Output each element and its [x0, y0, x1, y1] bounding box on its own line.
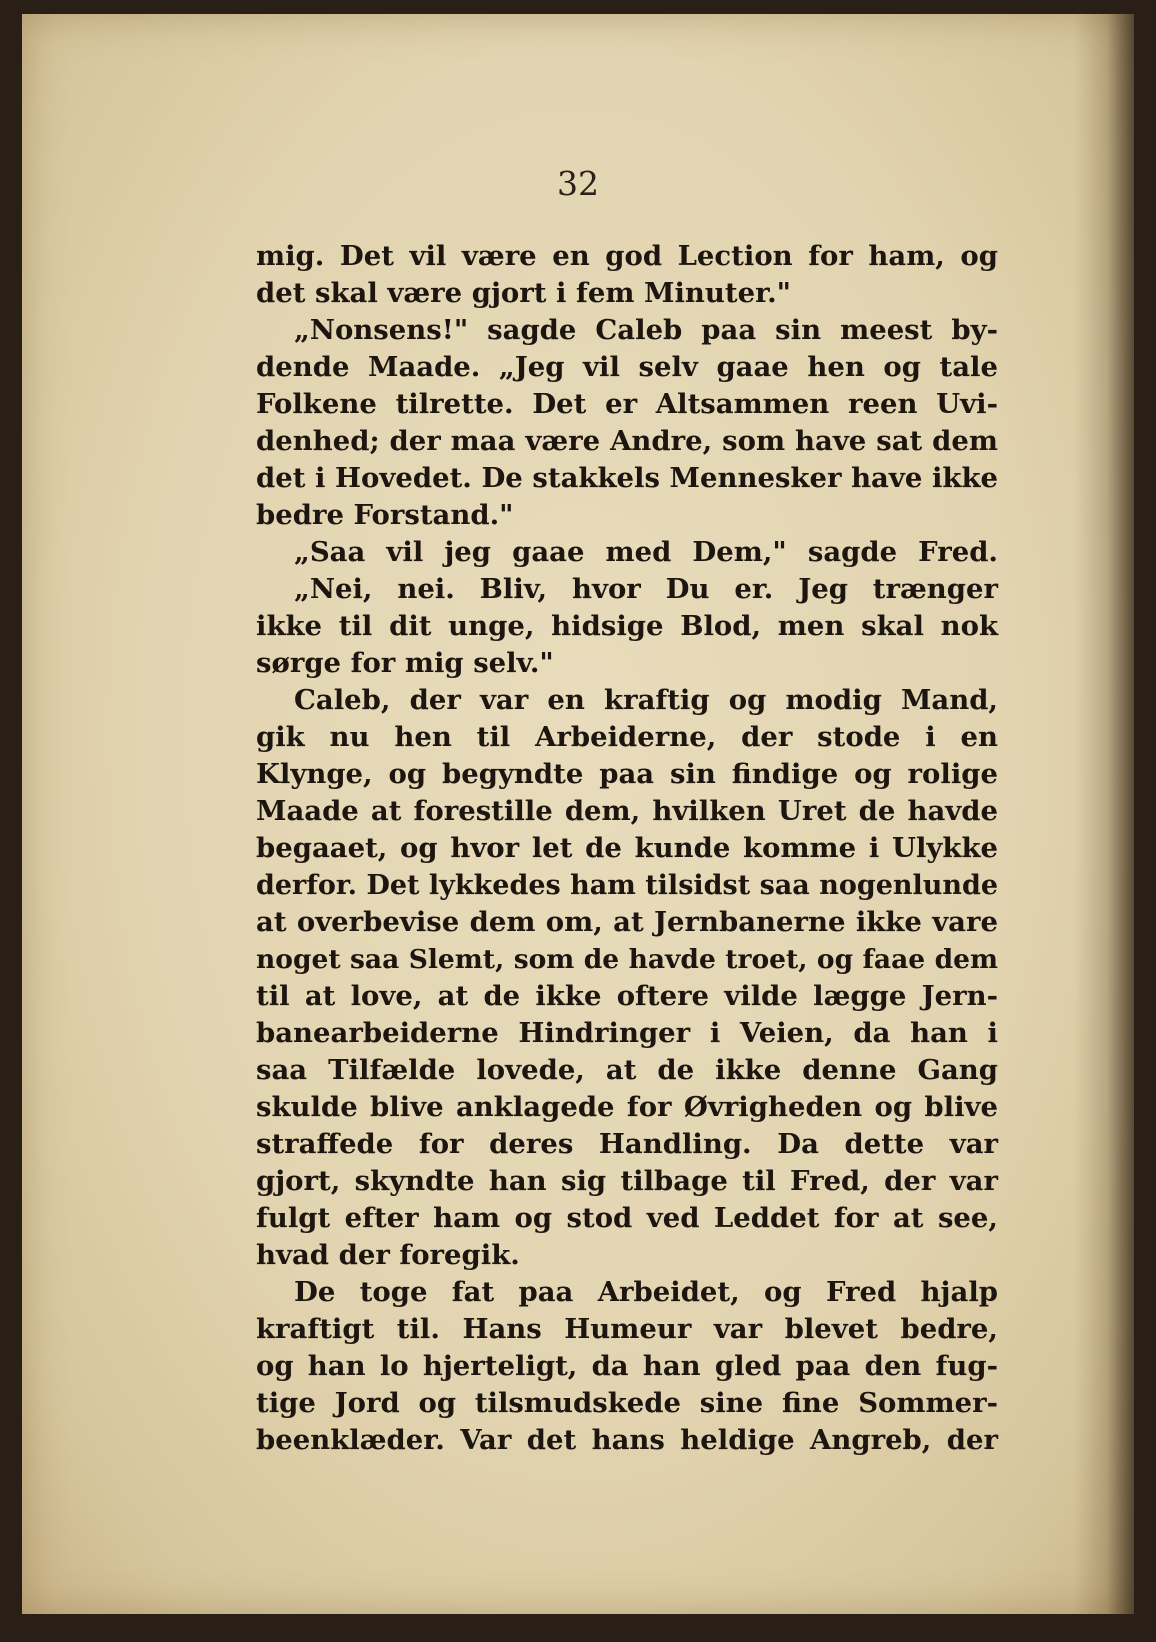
text-line: straffede for deres Handling. Da dette var	[256, 1128, 998, 1160]
text-line: tige Jord og tilsmudskede sine fine Sommer-	[256, 1387, 998, 1419]
text-line: denhed; der maa være Andre, som have sat dem	[256, 425, 998, 457]
page-number: 32	[557, 164, 599, 203]
body-text	[256, 238, 998, 1459]
text-line: mig. Det vil være en god Lection for ham, og	[256, 240, 998, 272]
text-line: „Saa vil jeg gaae med Dem," sagde Fred.	[294, 536, 998, 568]
text-line: gik nu hen til Arbeiderne, der stode i en	[256, 721, 998, 753]
text-line: sørge for mig selv."	[256, 647, 554, 679]
text-line: noget saa Slemt, som de havde troet, og faae dem	[256, 944, 998, 975]
text-line: bedre Forstand."	[256, 499, 514, 531]
text-line: kraftigt til. Hans Humeur var blevet bedre,	[256, 1313, 998, 1345]
text-line: Folkene tilrette. Det er Altsammen reen Uvi-	[256, 388, 998, 420]
text-line: beenklæder. Var det hans heldige Angreb, der	[256, 1424, 998, 1456]
text-line: De toge fat paa Arbeidet, og Fred hjalp	[294, 1276, 998, 1308]
text-line: det i Hovedet. De stakkels Mennesker have ikke	[256, 462, 998, 494]
page-gutter-shadow	[1074, 14, 1134, 1614]
text-line: det skal være gjort i fem Minuter."	[256, 277, 791, 309]
book-page	[22, 14, 1134, 1614]
text-line: derfor. Det lykkedes ham tilsidst saa nogenlunde	[256, 870, 999, 901]
text-line: og han lo hjerteligt, da han gled paa den fug-	[256, 1350, 998, 1382]
text-line: Klynge, og begyndte paa sin findige og rolige	[256, 758, 998, 790]
text-line: Maade at forestille dem, hvilken Uret de havde	[256, 795, 998, 827]
text-line: ikke til dit unge, hidsige Blod, men skal nok	[256, 610, 998, 642]
text-line: at overbevise dem om, at Jernbanerne ikke vare	[256, 906, 998, 938]
text-line: „Nonsens!" sagde Caleb paa sin meest by-	[294, 314, 998, 346]
text-line: Caleb, der var en kraftig og modig Mand,	[294, 684, 998, 716]
text-line: banearbeiderne Hindringer i Veien, da han i	[256, 1017, 998, 1049]
text-line: hvad der foregik.	[256, 1239, 520, 1271]
text-line: til at love, at de ikke oftere vilde lægge Jern-	[256, 980, 998, 1012]
text-line: „Nei, nei. Bliv, hvor Du er. Jeg trænger	[294, 573, 998, 605]
text-line: saa Tilfælde lovede, at de ikke denne Gang	[256, 1054, 998, 1086]
text-line: gjort, skyndte han sig tilbage til Fred, der var	[256, 1165, 998, 1197]
text-line: skulde blive anklagede for Øvrigheden og blive	[256, 1091, 998, 1123]
text-line: begaaet, og hvor let de kunde komme i Ulykke	[256, 832, 998, 864]
text-line: dende Maade. „Jeg vil selv gaae hen og tale	[256, 351, 998, 383]
text-line: fulgt efter ham og stod ved Leddet for at see,	[256, 1202, 998, 1234]
